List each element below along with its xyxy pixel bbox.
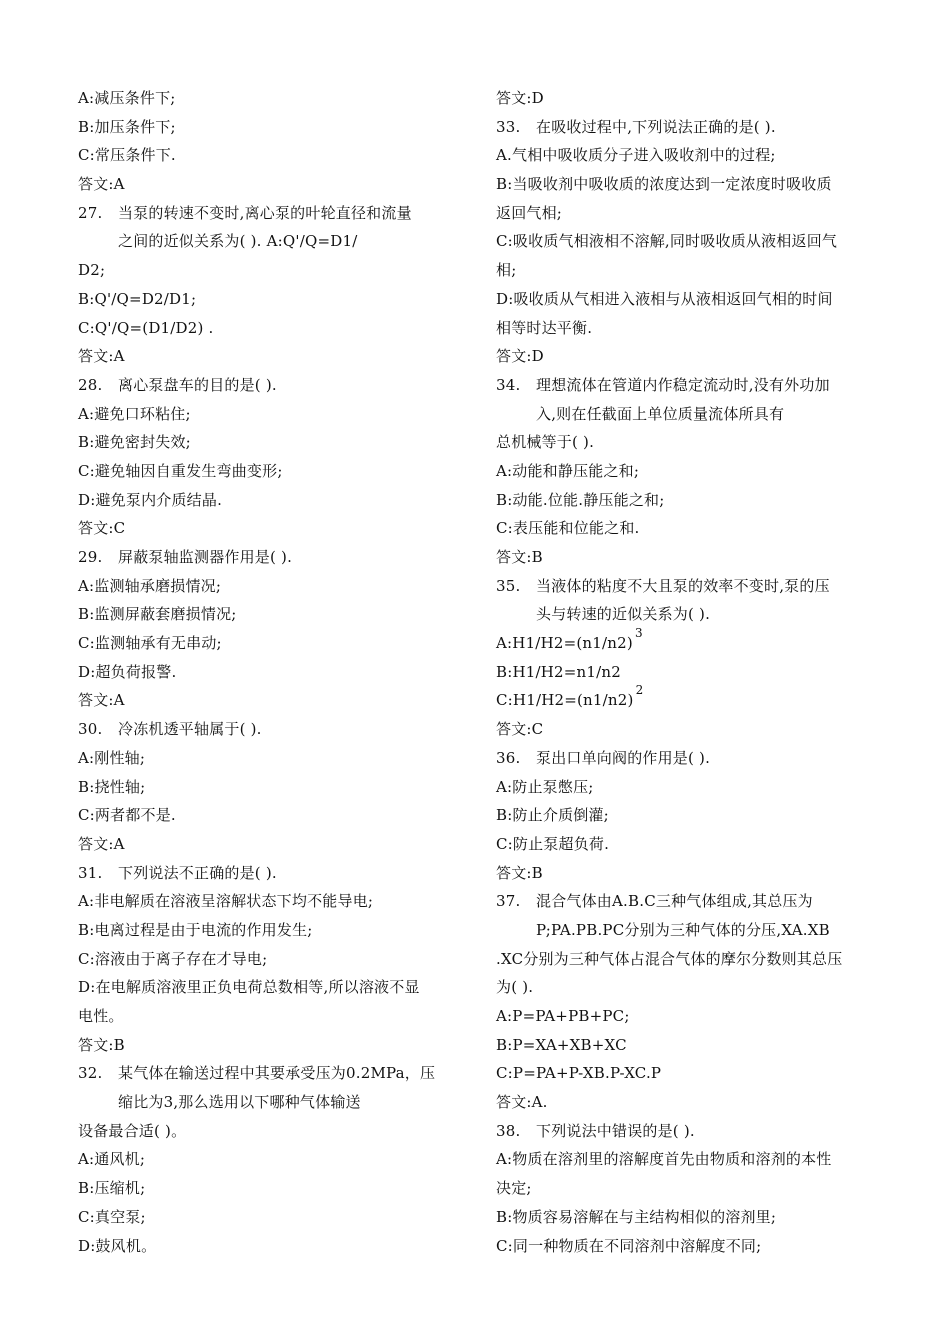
question-text: 当泵的转速不变时,离心泵的叶轮直径和流量 (118, 203, 412, 222)
option-a-33: A.气相中吸收质分子进入吸收剂中的过程; (496, 146, 776, 165)
question-number: 38. (496, 1121, 521, 1140)
option-a-36: A:防止泵憋压; (496, 777, 594, 796)
question-36 (496, 744, 878, 773)
option-d-31-wrap: 电性。 (78, 1007, 124, 1025)
option-text: A:H1/H2=(n1/n2) (496, 634, 633, 653)
option-c-27: C:Q'/Q=(D1/D2) . (78, 318, 214, 337)
answer-37: 答文:A. (496, 1093, 548, 1112)
question-37-continued: P;PA.PB.PC分别为三种气体的分压,XA.XB (536, 920, 830, 939)
option-a-30: A:刚性轴; (78, 748, 146, 767)
option-c-38: C:同一种物质在不同溶剂中溶解度不同; (496, 1236, 762, 1255)
answer-33: 答文:D (496, 347, 544, 366)
option-text: C:H1/H2=(n1/n2) (496, 691, 634, 710)
option-b-27: B:Q'/Q=D2/D1; (78, 289, 197, 308)
question-37 (496, 887, 878, 916)
option-a-38-wrap: 决定; (496, 1179, 532, 1198)
left-column (78, 84, 464, 1260)
question-28 (78, 371, 464, 400)
question-32-wrap: 设备最合适( )。 (78, 1121, 187, 1140)
question-32 (78, 1059, 464, 1088)
option-b-36: B:防止介质倒灌; (496, 806, 609, 825)
option-d-33: D:吸收质从气相进入液相与从液相返回气相的时间 (496, 289, 833, 308)
answer-28: 答文:C (78, 519, 126, 538)
option-c-28: C:避免轴因自重发生弯曲变形; (78, 461, 283, 480)
question-number: 27. (78, 203, 103, 222)
answer-26: 答文:A (78, 175, 125, 194)
question-text: 下列说法中错误的是( ). (536, 1121, 695, 1140)
question-number: 28. (78, 375, 103, 394)
question-35-continued: 头与转速的近似关系为( ). (536, 605, 711, 624)
option-b-31: B:电离过程是由于电流的作用发生; (78, 920, 313, 939)
option-c-34: C:表压能和位能之和. (496, 519, 640, 538)
option-d-32: D:鼓风机。 (78, 1236, 157, 1255)
option-a-31: A:非电解质在溶液呈溶解状态下均不能导电; (78, 892, 374, 911)
option-a-29: A:监测轴承磨损情况; (78, 576, 222, 595)
question-text: 理想流体在管道内作稳定流动时,没有外功加 (536, 375, 830, 394)
option-c-36: C:防止泵超负荷. (496, 834, 610, 853)
question-31 (78, 859, 464, 888)
question-34-continued: 入,则在任截面上单位质量流体所具有 (536, 404, 785, 423)
answer-30: 答文:A (78, 834, 125, 853)
question-text: 泵出口单向阀的作用是( ). (536, 748, 711, 767)
question-text: 屏蔽泵轴监测器作用是( ). (118, 548, 293, 566)
question-34 (496, 371, 878, 400)
question-number: 32. (78, 1064, 103, 1083)
question-text: 混合气体由A.B.C三种气体组成,其总压为 (536, 892, 813, 911)
question-text: 下列说法不正确的是( ). (118, 863, 277, 882)
answer-34: 答文:B (496, 548, 543, 566)
option-d-33-wrap: 相等时达平衡. (496, 318, 593, 337)
answer-35: 答文:C (496, 720, 544, 739)
question-number: 29. (78, 548, 103, 566)
question-27-continued: 之间的近似关系为( ). A:Q'/Q=D1/ (118, 232, 358, 251)
option-c-32: C:真空泵; (78, 1207, 146, 1226)
option-a-26: A:减压条件下; (78, 89, 176, 107)
question-number: 31. (78, 863, 103, 882)
question-text: 当液体的粘度不大且泵的效率不变时,泵的压 (536, 576, 830, 595)
option-b-32: B:压缩机; (78, 1179, 146, 1198)
question-number: 34. (496, 375, 521, 394)
option-a-32: A:通风机; (78, 1150, 146, 1169)
question-33 (496, 113, 878, 142)
question-34-wrap: 总机械等于( ). (496, 433, 595, 452)
question-38 (496, 1117, 878, 1146)
option-c-29: C:监测轴承有无串动; (78, 634, 222, 653)
option-b-30: B:挠性轴; (78, 777, 146, 796)
question-text: 在吸收过程中,下列说法正确的是( ). (536, 117, 776, 136)
option-b-33-wrap: 返回气相; (496, 203, 563, 222)
question-27 (78, 199, 464, 228)
question-text: 冷冻机透平轴属于( ). (118, 720, 262, 739)
option-b-26: B:加压条件下; (78, 117, 176, 136)
option-c-33-wrap: 相; (496, 261, 517, 280)
option-a-35 (496, 626, 878, 658)
option-b-34: B:动能.位能.静压能之和; (496, 490, 665, 509)
option-b-35: B:H1/H2=n1/n2 (496, 662, 622, 681)
answer-32: 答文:D (496, 89, 544, 107)
option-a-28: A:避免口环粘住; (78, 404, 191, 423)
question-37-wrap: .XC分别为三种气体占混合气体的摩尔分数则其总压 (496, 949, 843, 968)
question-32-continued: 缩比为3,那么选用以下哪种气体输送 (118, 1093, 361, 1112)
answer-31: 答文:B (78, 1035, 125, 1054)
option-a-38: A:物质在溶剂里的溶解度首先由物质和溶剂的本性 (496, 1150, 832, 1169)
option-a-37: A:P=PA+PB+PC; (496, 1007, 630, 1025)
exponent: 2 (635, 683, 644, 698)
question-number: 35. (496, 576, 521, 595)
exponent: 3 (634, 626, 643, 641)
question-number: 30. (78, 720, 103, 739)
option-c-30: C:两者都不是. (78, 806, 176, 825)
question-35 (496, 572, 878, 601)
option-b-29: B:监测屏蔽套磨损情况; (78, 605, 237, 624)
question-text: 某气体在输送过程中其要承受压为0.2MPa，压 (118, 1064, 436, 1083)
question-text: 离心泵盘车的目的是( ). (118, 375, 277, 394)
option-b-33: B:当吸收剂中吸收质的浓度达到一定浓度时吸收质 (496, 175, 832, 194)
question-number: 36. (496, 748, 521, 767)
option-a-34: A:动能和静压能之和; (496, 461, 640, 480)
question-number: 37. (496, 892, 521, 911)
question-37-wrap-2: 为( ). (496, 978, 534, 997)
answer-29: 答文:A (78, 691, 125, 710)
option-c-33: C:吸收质气相液相不溶解,同时吸收质从液相返回气 (496, 232, 838, 251)
option-b-37: B:P=XA+XB+XC (496, 1035, 627, 1054)
answer-27: 答文:A (78, 347, 125, 366)
option-c-37: C:P=PA+P-XB.P-XC.P (496, 1064, 662, 1083)
option-d-31: D:在电解质溶液里正负电荷总数相等,所以溶液不显 (78, 978, 420, 997)
question-27-wrap: D2; (78, 261, 106, 280)
option-c-31: C:溶液由于离子存在才导电; (78, 949, 268, 968)
question-number: 33. (496, 117, 521, 136)
answer-36: 答文:B (496, 863, 543, 882)
option-c-26: C:常压条件下. (78, 146, 176, 165)
option-b-28: B:避免密封失效; (78, 433, 191, 452)
question-29 (78, 543, 464, 572)
option-b-38: B:物质容易溶解在与主结构相似的溶剂里; (496, 1207, 777, 1226)
option-d-28: D:避免泵内介质结晶. (78, 490, 223, 509)
right-column (496, 84, 878, 1260)
option-d-29: D:超负荷报警. (78, 662, 177, 681)
option-c-35 (496, 683, 878, 715)
question-30 (78, 715, 464, 744)
